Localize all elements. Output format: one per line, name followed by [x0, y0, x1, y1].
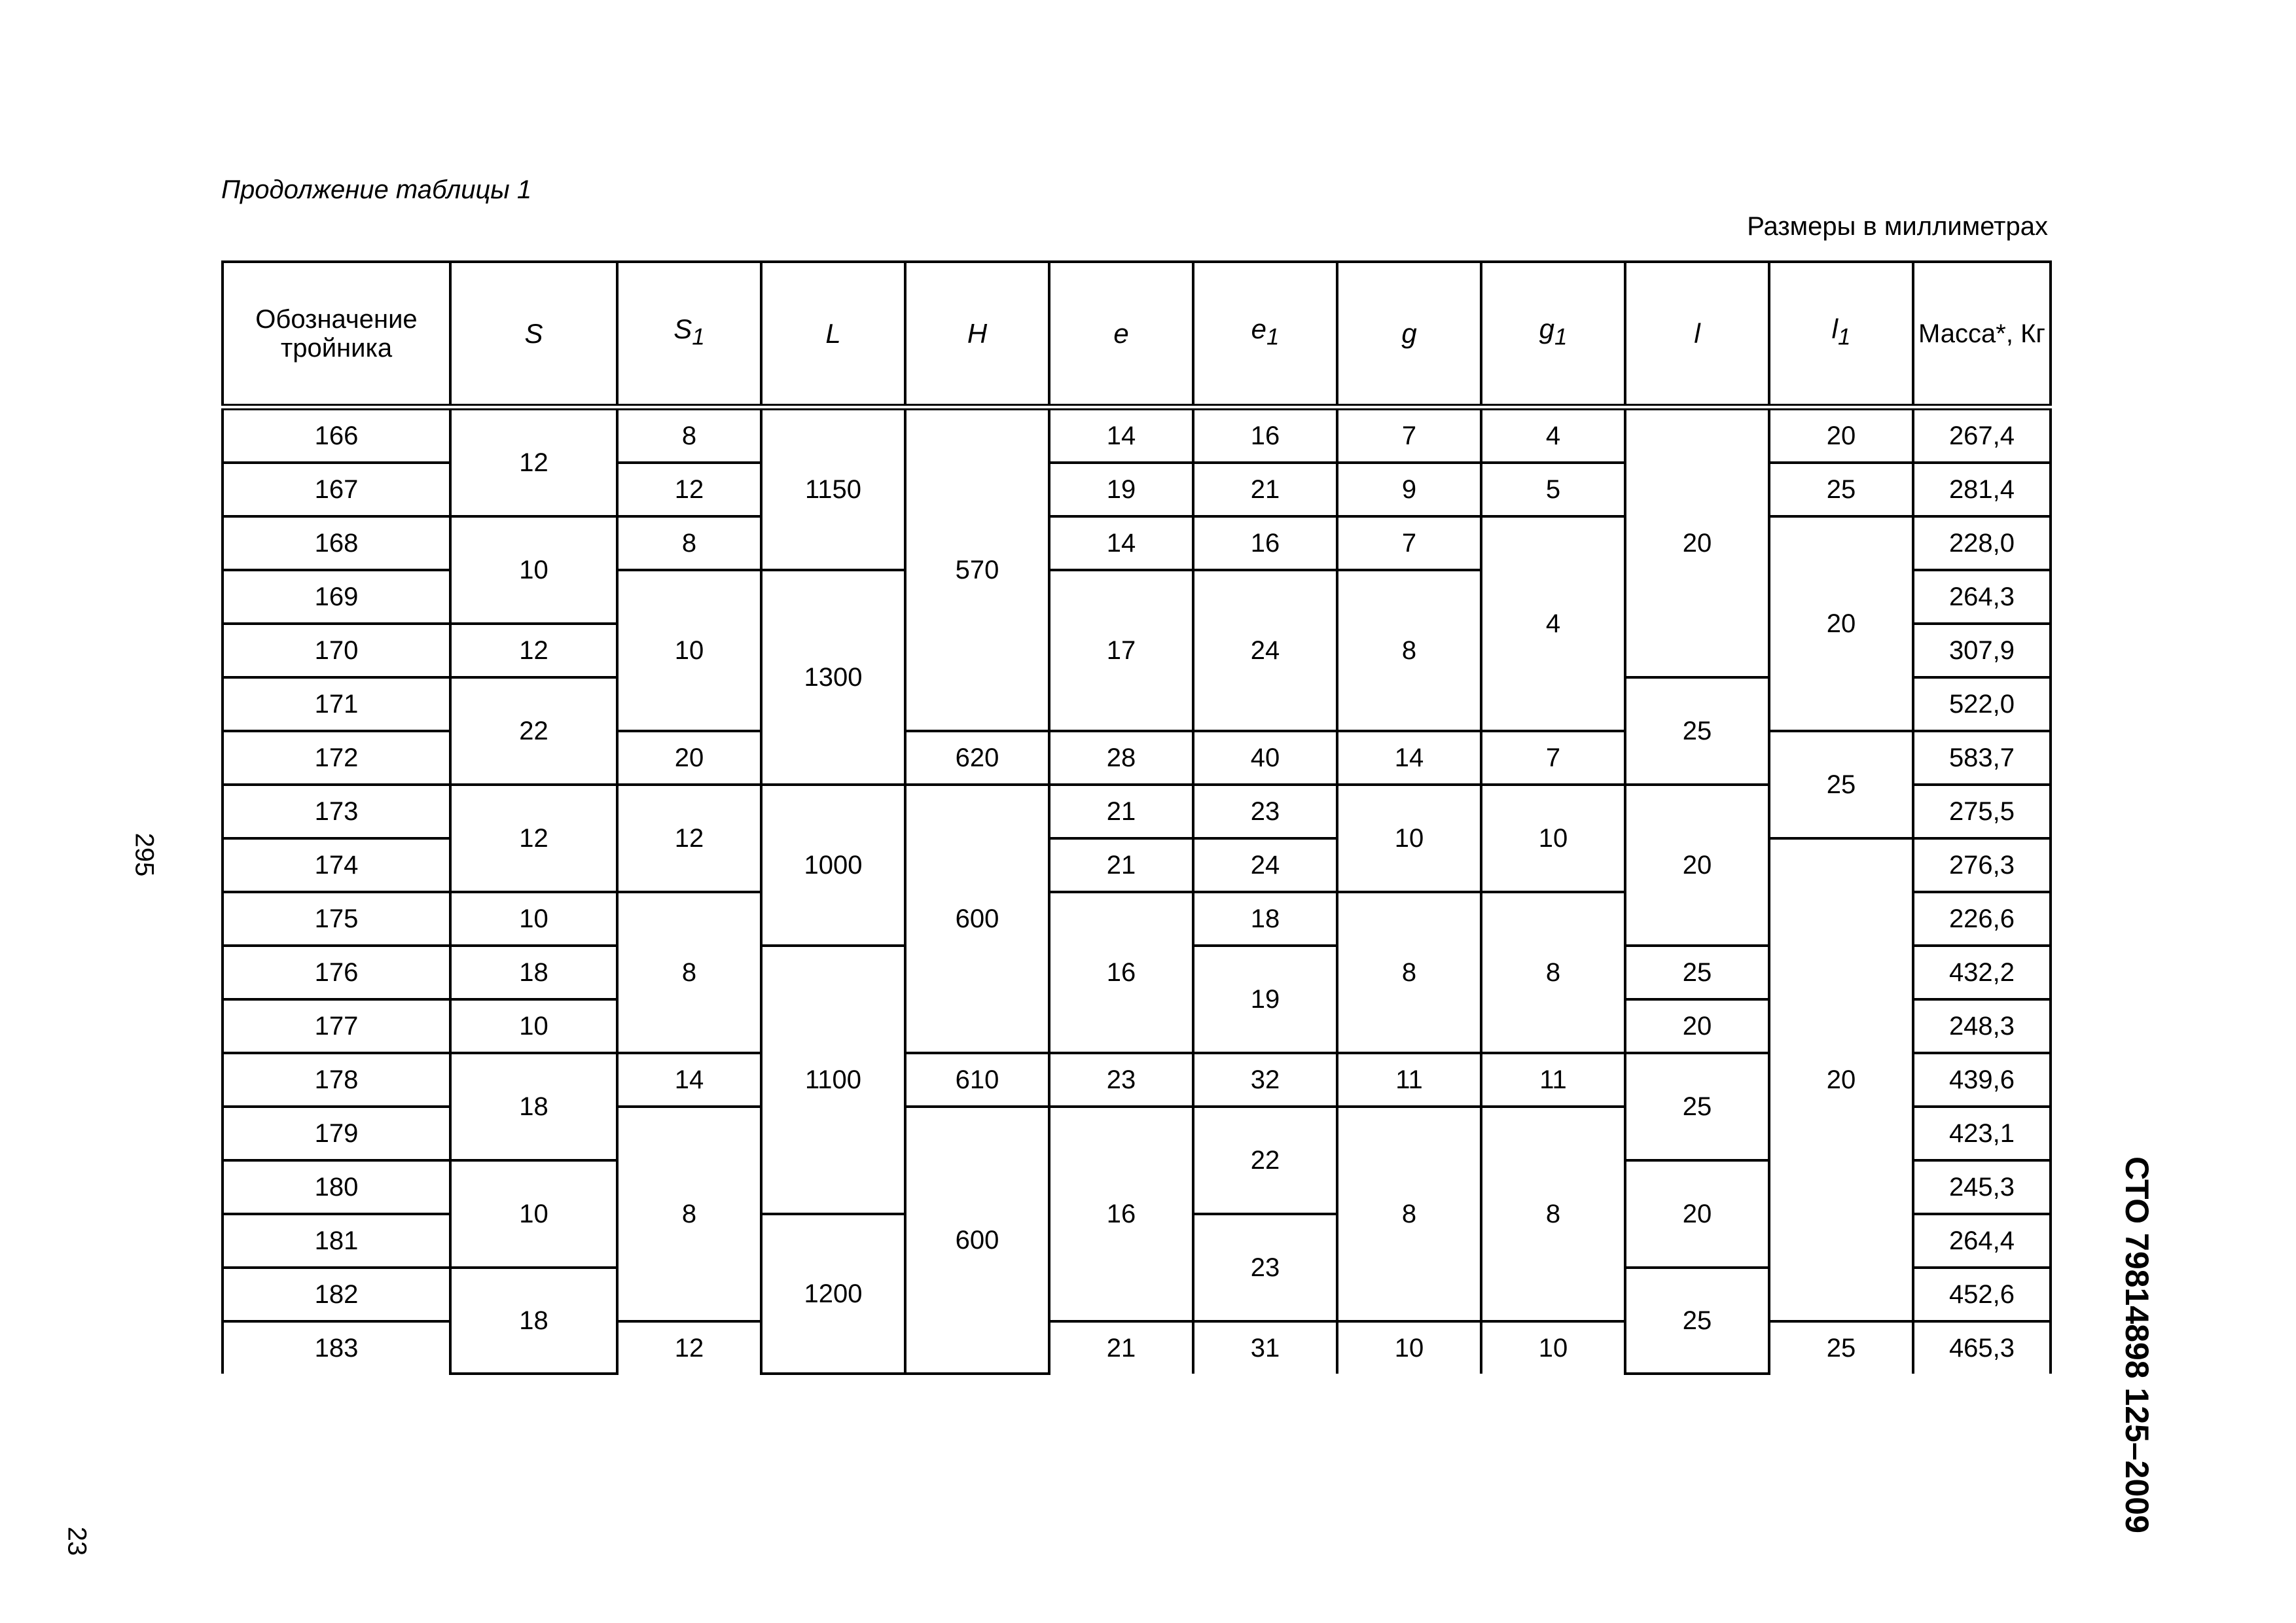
e-cell: 21: [1049, 785, 1193, 838]
designation-cell: 177: [223, 999, 450, 1053]
col-header-l-small: l: [1625, 262, 1769, 407]
col-header-mass: Масса*, Кг: [1913, 262, 2051, 407]
s-cell: 22: [450, 677, 617, 785]
designation-cell: 168: [223, 516, 450, 570]
s1-cell: 8: [617, 516, 761, 570]
designation-cell: 171: [223, 677, 450, 731]
l1-cell: 20: [1769, 407, 1913, 463]
g-cell: 14: [1337, 731, 1481, 785]
l-cell: 1200: [761, 1214, 905, 1374]
s1-cell: 12: [617, 1321, 761, 1374]
s1-cell: 10: [617, 570, 761, 731]
mass-cell: 432,2: [1913, 946, 2051, 999]
g-cell: 11: [1337, 1053, 1481, 1107]
mass-cell: 275,5: [1913, 785, 2051, 838]
g1-cell: 4: [1481, 407, 1625, 463]
designation-cell: 175: [223, 892, 450, 946]
l1-cell: 20: [1769, 838, 1913, 1321]
l1-cell: 25: [1769, 463, 1913, 516]
s1-cell: 8: [617, 1107, 761, 1321]
l-cell: 1150: [761, 407, 905, 570]
mass-cell: 439,6: [1913, 1053, 2051, 1107]
g-cell: 10: [1337, 785, 1481, 892]
g1-cell: 7: [1481, 731, 1625, 785]
e-cell: 17: [1049, 570, 1193, 731]
col-header-g1: $g_1$: [1481, 262, 1625, 407]
h-cell: 570: [905, 407, 1049, 731]
g-cell: 9: [1337, 463, 1481, 516]
g-cell: 8: [1337, 892, 1481, 1053]
designation-cell: 174: [223, 838, 450, 892]
e-cell: 21: [1049, 1321, 1193, 1374]
mass-cell: 226,6: [1913, 892, 2051, 946]
h-cell: 600: [905, 785, 1049, 1053]
e1-cell: 19: [1193, 946, 1337, 1053]
e1-cell: 24: [1193, 570, 1337, 731]
mass-cell: 465,3: [1913, 1321, 2051, 1374]
mass-cell: 228,0: [1913, 516, 2051, 570]
l-small-cell: 25: [1625, 1053, 1769, 1160]
e1-cell: 21: [1193, 463, 1337, 516]
table-row: [223, 516, 2051, 570]
g1-cell: 4: [1481, 516, 1625, 731]
designation-cell: 182: [223, 1268, 450, 1321]
l1-cell: 25: [1769, 1321, 1913, 1374]
l-cell: 1100: [761, 946, 905, 1214]
e1-cell: 31: [1193, 1321, 1337, 1374]
e-cell: 16: [1049, 892, 1193, 1053]
s1-cell: 12: [617, 463, 761, 516]
s-cell: 18: [450, 1268, 617, 1374]
mass-cell: 248,3: [1913, 999, 2051, 1053]
mass-cell: 452,6: [1913, 1268, 2051, 1321]
designation-cell: 169: [223, 570, 450, 624]
designation-cell: 179: [223, 1107, 450, 1160]
units-note: Размеры в миллиметрах: [1747, 212, 2048, 241]
s-cell: 12: [450, 624, 617, 677]
g1-cell: 5: [1481, 463, 1625, 516]
s1-cell: 20: [617, 731, 761, 785]
g1-cell: 11: [1481, 1053, 1625, 1107]
mass-cell: 281,4: [1913, 463, 2051, 516]
col-header-l: L: [761, 262, 905, 407]
col-header-g: g: [1337, 262, 1481, 407]
h-cell: 600: [905, 1107, 1049, 1374]
e-cell: 23: [1049, 1053, 1193, 1107]
designation-cell: 167: [223, 463, 450, 516]
e1-cell: 16: [1193, 407, 1337, 463]
e-cell: 28: [1049, 731, 1193, 785]
s-cell: 10: [450, 999, 617, 1053]
designation-cell: 176: [223, 946, 450, 999]
l-small-cell: 25: [1625, 677, 1769, 785]
l1-cell: 25: [1769, 731, 1913, 838]
e-cell: 16: [1049, 1107, 1193, 1321]
e1-cell: 40: [1193, 731, 1337, 785]
e-cell: 14: [1049, 516, 1193, 570]
g-cell: 7: [1337, 407, 1481, 463]
s-cell: 12: [450, 407, 617, 516]
h-cell: 610: [905, 1053, 1049, 1107]
designation-cell: 181: [223, 1214, 450, 1268]
table-caption: Продолжение таблицы 1: [221, 175, 532, 204]
mass-cell: 522,0: [1913, 677, 2051, 731]
document-code: СТО 79814898 125–2009: [2119, 1156, 2155, 1533]
l1-cell: 20: [1769, 516, 1913, 731]
e-cell: 14: [1049, 407, 1193, 463]
g1-cell: 10: [1481, 1321, 1625, 1374]
s1-cell: 12: [617, 785, 761, 892]
g-cell: 10: [1337, 1321, 1481, 1374]
designation-cell: 166: [223, 407, 450, 463]
l-cell: 1000: [761, 785, 905, 946]
l-small-cell: 20: [1625, 1160, 1769, 1268]
mass-cell: 307,9: [1913, 624, 2051, 677]
designation-cell: 183: [223, 1321, 450, 1374]
col-header-l1: $l_1$: [1769, 262, 1913, 407]
designation-cell: 172: [223, 731, 450, 785]
s-cell: 18: [450, 946, 617, 999]
s1-cell: 8: [617, 407, 761, 463]
col-header-s1: $S_1$: [617, 262, 761, 407]
l-small-cell: 25: [1625, 946, 1769, 999]
designation-cell: 173: [223, 785, 450, 838]
mass-cell: 423,1: [1913, 1107, 2051, 1160]
l-small-cell: 20: [1625, 785, 1769, 946]
g-cell: 8: [1337, 1107, 1481, 1321]
e-cell: 19: [1049, 463, 1193, 516]
e1-cell: 22: [1193, 1107, 1337, 1214]
mass-cell: 245,3: [1913, 1160, 2051, 1214]
dimensions-table: [221, 260, 2052, 1375]
col-header-s: S: [450, 262, 617, 407]
col-header-e1: $e_1$: [1193, 262, 1337, 407]
e1-cell: 24: [1193, 838, 1337, 892]
mass-cell: 264,3: [1913, 570, 2051, 624]
s1-cell: 14: [617, 1053, 761, 1107]
s-cell: 10: [450, 892, 617, 946]
s-cell: 12: [450, 785, 617, 892]
page-number-corner: 23: [62, 1526, 92, 1556]
designation-cell: 180: [223, 1160, 450, 1214]
l-cell: 1300: [761, 570, 905, 785]
e1-cell: 23: [1193, 785, 1337, 838]
g1-cell: 10: [1481, 785, 1625, 892]
h-cell: 620: [905, 731, 1049, 785]
s-cell: 10: [450, 516, 617, 624]
header-row: [223, 262, 2051, 407]
table-row: [223, 407, 2051, 463]
g1-cell: 8: [1481, 892, 1625, 1053]
e1-cell: 18: [1193, 892, 1337, 946]
mass-cell: 583,7: [1913, 731, 2051, 785]
e1-cell: 32: [1193, 1053, 1337, 1107]
l-small-cell: 25: [1625, 1268, 1769, 1374]
designation-cell: 170: [223, 624, 450, 677]
l-small-cell: 20: [1625, 407, 1769, 677]
page-number-rotated: 295: [130, 832, 159, 877]
g-cell: 7: [1337, 516, 1481, 570]
col-header-designation: Обозначение тройника: [223, 262, 450, 407]
g-cell: 8: [1337, 570, 1481, 731]
s1-cell: 8: [617, 892, 761, 1053]
e1-cell: 16: [1193, 516, 1337, 570]
col-header-h: H: [905, 262, 1049, 407]
g1-cell: 8: [1481, 1107, 1625, 1321]
mass-cell: 264,4: [1913, 1214, 2051, 1268]
l-small-cell: 20: [1625, 999, 1769, 1053]
s-cell: 10: [450, 1160, 617, 1268]
mass-cell: 267,4: [1913, 407, 2051, 463]
mass-cell: 276,3: [1913, 838, 2051, 892]
e-cell: 21: [1049, 838, 1193, 892]
designation-cell: 178: [223, 1053, 450, 1107]
e1-cell: 23: [1193, 1214, 1337, 1321]
col-header-e: e: [1049, 262, 1193, 407]
s-cell: 18: [450, 1053, 617, 1160]
